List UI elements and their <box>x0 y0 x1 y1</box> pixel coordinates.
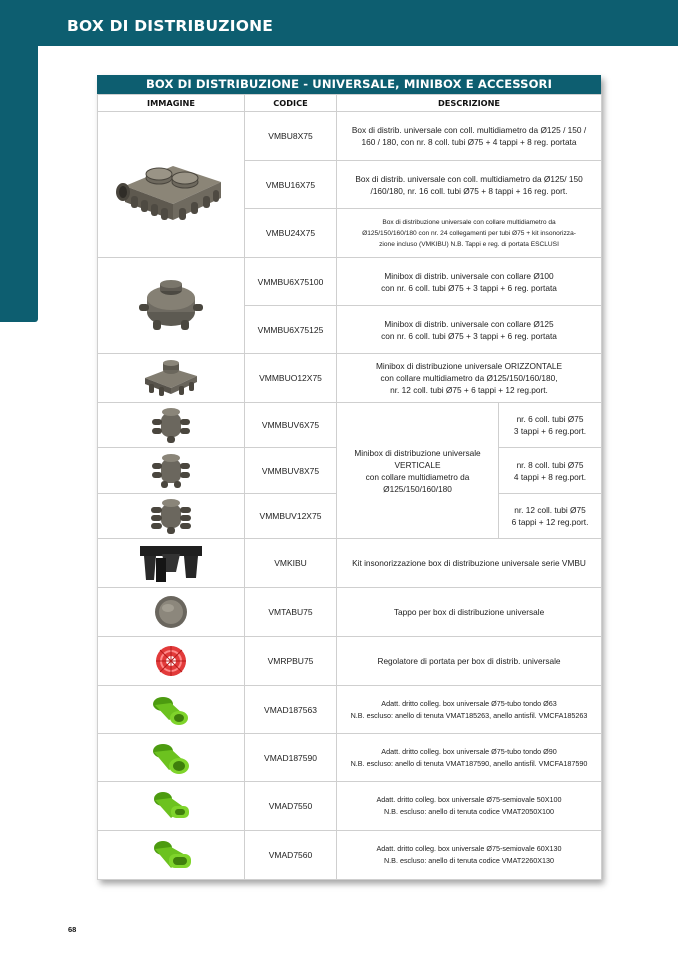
header-image: IMMAGINE <box>98 95 245 112</box>
description-line: zione incluso (VMKIBU) N.B. Tappi e reg. di portata ESCLUSI <box>379 240 559 248</box>
description-line: Adatt. dritto colleg. box universale Ø75-semiovale 60X130 <box>376 844 562 853</box>
code-cell: VMAD7550 <box>245 782 337 831</box>
description-line: N.B. escluso: anello di tenuta codice VMAT2260X130 <box>383 856 555 865</box>
description-line: Minibox di distrib. universale con collare Ø100 <box>384 270 554 281</box>
detail-cell <box>499 494 602 539</box>
description-cell <box>337 539 602 588</box>
detail-line: nr. 6 coll. tubi Ø75 <box>516 414 584 424</box>
table-row <box>98 258 602 306</box>
soundproofing-kit-image <box>98 539 245 588</box>
description-line: Box di distrib. universale con coll. multidiametro da Ø125/ 150 <box>355 173 583 184</box>
description-line: Adatt. dritto colleg. box universale Ø75-tubo tondo Ø90 <box>381 746 557 756</box>
description-line: Minibox di distribuzione universale ORIZZONTALE <box>375 361 563 371</box>
description-cell <box>337 734 602 782</box>
minibox-vertical-icon <box>149 496 193 536</box>
table-row <box>98 831 602 880</box>
description-line: N.B. escluso: anello di tenuta codice VMAT2050X100 <box>383 807 555 816</box>
description-cell <box>337 354 602 403</box>
description-cell <box>337 588 602 637</box>
code-cell: VMAD187563 <box>245 686 337 734</box>
adapter-image <box>98 782 245 831</box>
table-row <box>98 686 602 734</box>
code-cell: VMTABU75 <box>245 588 337 637</box>
adapter-image <box>98 686 245 734</box>
description-line: con nr. 6 coll. tubi Ø75 + 3 tappi + 6 reg. portata <box>381 282 557 293</box>
code-cell: VMMBUV8X75 <box>245 448 337 494</box>
flow-regulator-icon <box>151 641 191 681</box>
code-cell: VMRPBU75 <box>245 637 337 686</box>
description-line: VERTICALE <box>394 459 441 470</box>
adapter-oval-icon <box>149 786 193 826</box>
page-title: BOX DI DISTRIBUZIONE <box>67 17 274 35</box>
detail-cell <box>499 448 602 494</box>
description-cell <box>337 209 602 258</box>
description-line: Ø125/150/160/180 con nr. 24 collegamenti per tubi Ø75 + kit insonorizza- <box>362 229 576 237</box>
vertical-group-description <box>337 403 499 539</box>
detail-line: 3 tappi + 6 reg.port. <box>513 426 587 436</box>
code-cell: VMAD187590 <box>245 734 337 782</box>
minibox-vertical-icon <box>149 405 193 445</box>
adapter-image <box>98 831 245 880</box>
table-row <box>98 112 602 161</box>
detail-line: nr. 12 coll. tubi Ø75 <box>514 505 586 515</box>
table-row <box>98 403 602 448</box>
code-cell: VMBU16X75 <box>245 161 337 209</box>
description-cell <box>337 112 602 161</box>
description-line: 160 / 180, con nr. 8 coll. tubi Ø75 + 4 tappi + 8 reg. portata <box>361 137 577 147</box>
minibox-vertical-image <box>98 403 245 448</box>
description-line: /160/180, nr. 16 coll. tubi Ø75 + 8 tappi + 16 reg. port. <box>370 185 568 196</box>
header-code: CODICE <box>245 95 337 112</box>
universal-box-icon <box>111 142 231 228</box>
code-cell: VMBU24X75 <box>245 209 337 258</box>
adapter-round-icon <box>149 690 193 730</box>
description-line: N.B. escluso: anello di tenuta VMAT185263, anello antisfil. VMCFA185263 <box>350 710 588 720</box>
description-cell <box>337 306 602 354</box>
description-line: Minibox di distribuzione universale <box>354 447 481 458</box>
table-row <box>98 734 602 782</box>
table-row <box>98 539 602 588</box>
description-line: Adatt. dritto colleg. box universale Ø75-tubo tondo Ø63 <box>381 698 557 708</box>
universal-box-image <box>98 112 245 258</box>
detail-line: nr. 8 coll. tubi Ø75 <box>516 459 584 470</box>
description-cell <box>337 258 602 306</box>
description-line: Box di distribuzione universale con collare multidiametro da <box>382 218 556 226</box>
code-cell: VMBU8X75 <box>245 112 337 161</box>
description-cell <box>337 637 602 686</box>
detail-cell <box>499 403 602 448</box>
minibox-icon <box>131 276 211 336</box>
code-cell: VMMBUV6X75 <box>245 403 337 448</box>
description-cell <box>337 686 602 734</box>
code-cell: VMKIBU <box>245 539 337 588</box>
code-cell: VMMBUV12X75 <box>245 494 337 539</box>
code-cell: VMMBU6X75100 <box>245 258 337 306</box>
description-line: nr. 12 coll. tubi Ø75 + 6 tappi + 12 reg.port. <box>390 385 548 395</box>
description-line: Kit insonorizzazione box di distribuzione universale serie VMBU <box>352 558 586 568</box>
code-cell: VMMBUO12X75 <box>245 354 337 403</box>
adapter-round-icon <box>149 738 193 778</box>
minibox-vertical-image <box>98 494 245 539</box>
description-line: Regolatore di portata per box di distrib. universale <box>377 656 561 666</box>
cap-icon <box>151 592 191 632</box>
description-cell <box>337 782 602 831</box>
minibox-horizontal-icon <box>139 358 203 398</box>
product-table <box>97 94 602 880</box>
description-line: N.B. escluso: anello di tenuta VMAT187590, anello antisfil. VMCFA187590 <box>350 758 588 768</box>
description-line: con collare multidiametro da Ø125/150/160/180, <box>380 373 558 383</box>
detail-line: 4 tappi + 8 reg.port. <box>513 471 587 482</box>
table-row <box>98 354 602 403</box>
description-cell <box>337 831 602 880</box>
table-header-row <box>98 95 602 112</box>
side-accent-strip <box>0 46 38 322</box>
code-cell: VMAD7560 <box>245 831 337 880</box>
description-line: con nr. 6 coll. tubi Ø75 + 3 tappi + 6 reg. portata <box>381 330 557 341</box>
table-title: BOX DI DISTRIBUZIONE - UNIVERSALE, MINIBOX E ACCESSORI <box>97 75 601 94</box>
table-row <box>98 588 602 637</box>
description-line: Tappo per box di distribuzione universale <box>393 607 545 617</box>
product-table-container <box>97 75 601 880</box>
description-line: Ø125/150/160/180 <box>383 483 452 494</box>
code-cell: VMMBU6X75125 <box>245 306 337 354</box>
adapter-image <box>98 734 245 782</box>
minibox-vertical-image <box>98 448 245 494</box>
detail-line: 6 tappi + 12 reg.port. <box>511 517 589 527</box>
description-line: Minibox di distrib. universale con collare Ø125 <box>384 318 554 329</box>
flow-regulator-image <box>98 637 245 686</box>
minibox-vertical-icon <box>149 451 193 491</box>
description-line: Box di distrib. universale con coll. multidiametro da Ø125 / 150 / <box>351 125 587 135</box>
page-number: 68 <box>68 925 77 934</box>
cap-image <box>98 588 245 637</box>
minibox-horizontal-image <box>98 354 245 403</box>
table-row <box>98 637 602 686</box>
adapter-oval-icon <box>149 835 193 875</box>
description-line: con collare multidiametro da <box>365 471 470 482</box>
header-description: DESCRIZIONE <box>337 95 602 112</box>
minibox-image <box>98 258 245 354</box>
description-cell <box>337 161 602 209</box>
description-line: Adatt. dritto colleg. box universale Ø75-semiovale 50X100 <box>376 795 562 804</box>
table-row <box>98 782 602 831</box>
soundproofing-kit-icon <box>136 542 206 584</box>
